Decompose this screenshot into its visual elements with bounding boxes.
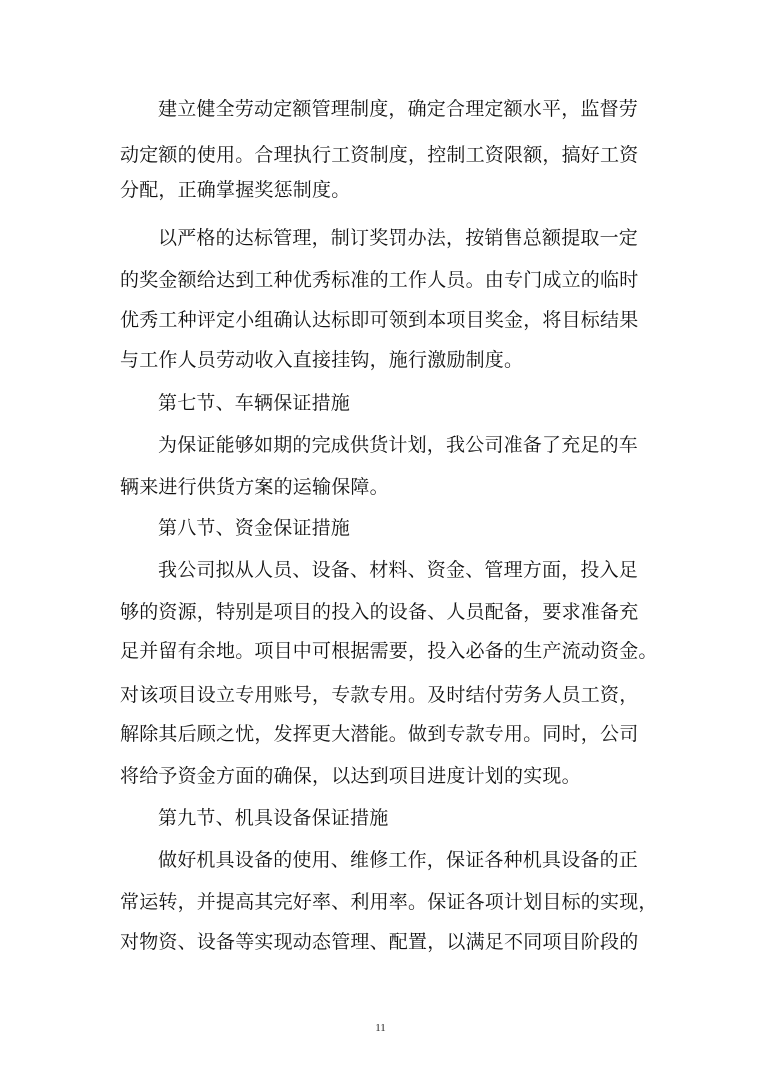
paragraph-line: 以严格的达标管理，制订奖罚办法，按销售总额提取一定	[158, 227, 639, 249]
paragraph-line: 建立健全劳动定额管理制度，确定合理定额水平，监督劳	[158, 98, 639, 120]
paragraph-line: 优秀工种评定小组确认达标即可领到本项目奖金，将目标结果	[120, 309, 639, 331]
paragraph-line: 分配，正确掌握奖惩制度。	[120, 179, 351, 201]
paragraph-line: 解除其后顾之忧，发挥更大潜能。做到专款专用。同时，公司	[120, 723, 639, 745]
paragraph-line: 常运转，并提高其完好率、利用率。保证各项计划目标的实现，	[120, 891, 658, 913]
paragraph-line: 与工作人员劳动收入直接挂钩，施行激励制度。	[120, 349, 524, 371]
paragraph-line: 足并留有余地。项目中可根据需要，投入必备的生产流动资金。	[120, 640, 658, 662]
section-heading: 第七节、车辆保证措施	[158, 392, 351, 414]
paragraph-line: 将给予资金方面的确保，以达到项目进度计划的实现。	[120, 765, 581, 787]
paragraph-line: 辆来进行供货方案的运输保障。	[120, 476, 389, 498]
paragraph-line: 我公司拟从人员、设备、材料、资金、管理方面，投入足	[158, 559, 639, 581]
page-number: 11	[375, 1022, 386, 1034]
paragraph-line: 够的资源，特别是项目的投入的设备、人员配备，要求准备充	[120, 601, 639, 623]
paragraph-line: 对该项目设立专用账号，专款专用。及时结付劳务人员工资，	[120, 684, 639, 706]
paragraph-line: 为保证能够如期的完成供货计划，我公司准备了充足的车	[158, 434, 639, 456]
paragraph-line: 的奖金额给达到工种优秀标准的工作人员。由专门成立的临时	[120, 269, 639, 291]
section-heading: 第九节、机具设备保证措施	[158, 807, 389, 829]
paragraph-line: 动定额的使用。合理执行工资制度，控制工资限额，搞好工资	[120, 144, 639, 166]
paragraph-line: 对物资、设备等实现动态管理、配置，以满足不同项目阶段的	[120, 931, 639, 953]
paragraph-line: 做好机具设备的使用、维修工作，保证各种机具设备的正	[158, 849, 639, 871]
section-heading: 第八节、资金保证措施	[158, 517, 351, 539]
